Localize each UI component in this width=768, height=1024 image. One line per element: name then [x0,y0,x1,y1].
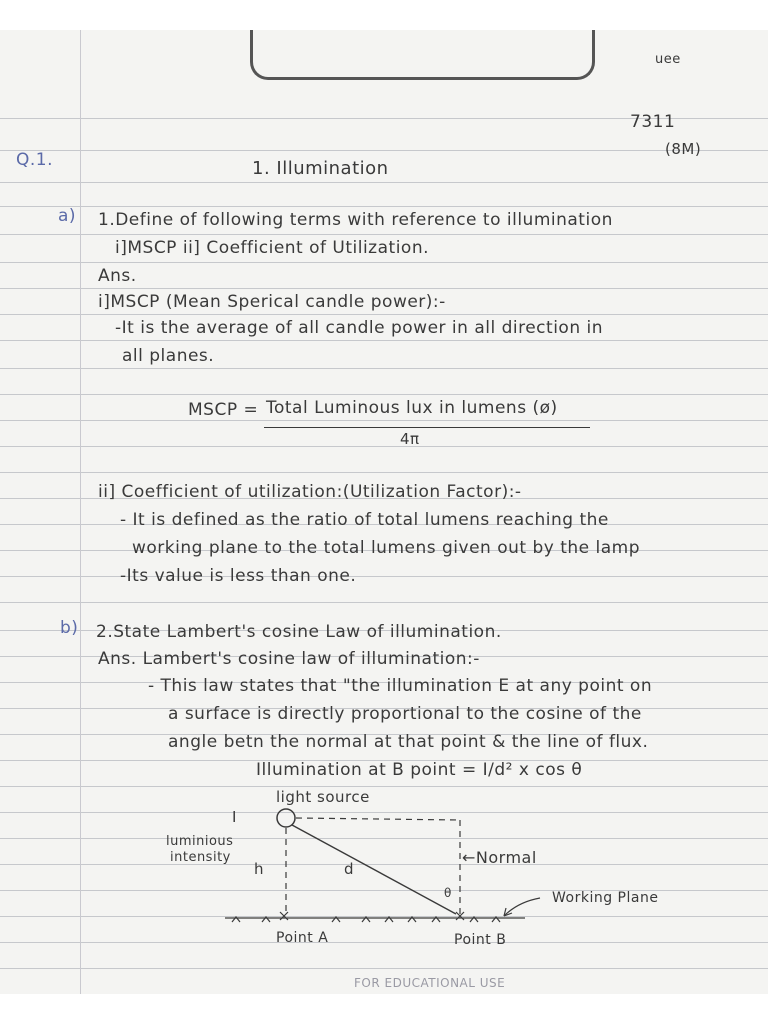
light-source-label: light source [276,788,370,806]
law-line-1: - This law states that "the illumination E at any point on [148,676,653,696]
angle-label: θ [444,886,452,900]
formula-lhs: MSCP = [188,400,259,420]
notebook-page [0,30,768,994]
point-b-label: Point B [454,932,507,948]
normal-label: ←Normal [462,848,537,867]
working-plane-label: Working Plane [552,890,659,906]
page-title: 1. Illumination [252,158,389,179]
mscp-definition-line-2: all planes. [122,346,215,366]
law-line-2: a surface is directly proportional to the cosine of the [168,704,642,724]
light-source-circle [277,809,295,827]
formula-numerator: Total Luminous lux in lumens (ø) [266,398,558,418]
question-number: Q.1. [16,150,54,170]
intensity-label-1: luminious [166,834,234,849]
marks-badge: (8M) [665,140,702,158]
question-2: 2.State Lambert's cosine Law of illumination. [96,622,502,642]
mscp-heading: i]MSCP (Mean Sperical candle power):- [98,292,446,312]
answer-2-heading: Ans. Lambert's cosine law of illumination:- [98,649,480,669]
watermark: FOR EDUCATIONAL USE [354,976,506,990]
cu-line-1: - It is defined as the ratio of total lumens reaching the [120,510,609,530]
cu-heading: ii] Coefficient of utilization:(Utilization Factor):- [98,482,522,502]
question-marker-b: b) [60,618,79,638]
point-a-label: Point A [276,930,329,946]
paper-code: 7311 [630,112,676,132]
height-label: h [254,860,265,878]
question-1-line-2: i]MSCP ii] Coefficient of Utilization. [115,238,429,258]
intensity-label-2: intensity [170,850,231,865]
formula-denominator: 4π [400,430,420,448]
flux-line [292,825,456,914]
law-line-3: angle betn the normal at that point & the line of flux. [168,732,649,752]
lambert-formula: Illumination at B point = I/d² x cos θ [256,760,583,780]
intensity-symbol: I [232,808,237,826]
distance-label: d [344,860,355,878]
answer-label: Ans. [98,266,137,286]
lambert-diagram [0,30,768,994]
code-top: uee [655,52,681,67]
question-marker-a: a) [58,206,77,226]
point-a-cross [280,912,288,920]
cu-line-3: -Its value is less than one. [120,566,357,586]
cu-line-2: working plane to the total lumens given out by the lamp [132,538,641,558]
horizontal-dash [296,818,460,820]
mscp-definition-line-1: -It is the average of all candle power in all direction in [115,318,603,338]
plane-arrow [504,898,540,916]
question-1-line-1: 1.Define of following terms with reference to illumination [98,210,613,230]
